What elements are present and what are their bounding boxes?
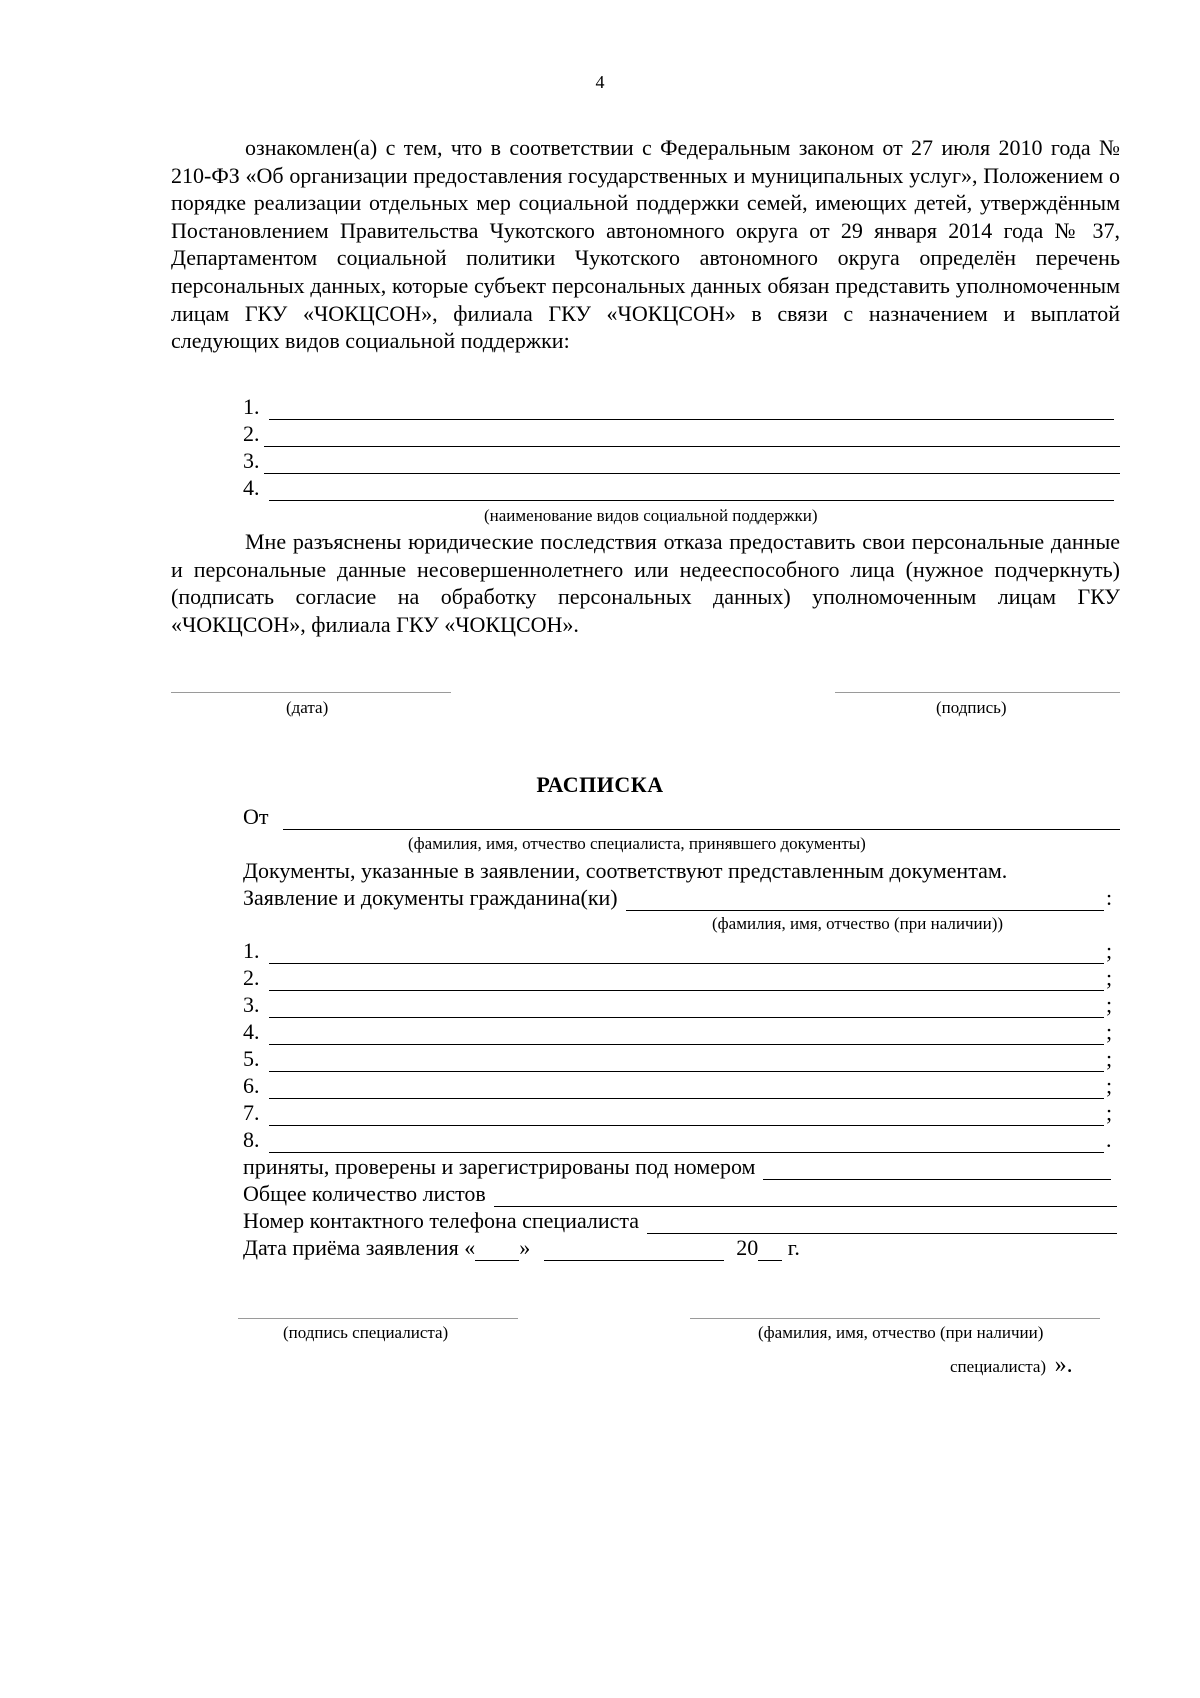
- support-item-line[interactable]: [243, 474, 1114, 501]
- phone-label: Номер контактного телефона специалиста: [243, 1208, 640, 1233]
- date-label-open: Дата приёма заявления «: [243, 1235, 476, 1260]
- doc-item-tail: ;: [1106, 1046, 1113, 1071]
- from-row: [243, 803, 1120, 830]
- doc-item-line[interactable]: [243, 991, 1120, 1018]
- phone-row: [243, 1207, 1117, 1234]
- sheets-label: Общее количество листов: [243, 1181, 486, 1206]
- support-item-number: 3.: [243, 448, 260, 473]
- specialist-name-caption-2: специалиста): [950, 1357, 1047, 1376]
- support-item-number: 2.: [243, 421, 260, 446]
- support-caption: (наименование видов социальной поддержки): [484, 506, 818, 525]
- page-number: 4: [595, 72, 605, 92]
- doc-item-line[interactable]: [243, 1099, 1120, 1126]
- documents-match-text: Документы, указанные в заявлении, соответствуют представленным документам.: [243, 858, 1008, 883]
- doc-item-blank[interactable]: [269, 943, 1104, 964]
- registration-number-blank[interactable]: [763, 1159, 1111, 1180]
- doc-item-line[interactable]: [243, 1018, 1120, 1045]
- from-blank[interactable]: [283, 809, 1120, 830]
- date-caption: (дата): [286, 698, 329, 717]
- closing-line: [950, 1352, 1073, 1379]
- doc-item-number: 7.: [243, 1100, 265, 1125]
- specialist-name-caption: (фамилия, имя, отчество (при наличии): [758, 1323, 1044, 1342]
- closing-gap: [1046, 1357, 1055, 1376]
- doc-item-blank[interactable]: [269, 1105, 1104, 1126]
- doc-item-blank[interactable]: [269, 1024, 1104, 1045]
- month-blank[interactable]: [544, 1240, 724, 1261]
- consent-paragraph: ознакомлен(а) с тем, что в соответствии с Федеральным законом от 27 июля 2010 года № 210-ФЗ «Об организации предоставления государственных и муниципальных услуг», Положением о порядке реализации отдельных мер социальной поддержки семей, имеющих детей, утверждённым Постановлением Правительства Чукотского автономного округа от 29 января 2014 года № 37, Департаментом социальной политики Чукотского автономного округа определён перечень персональных данных, которые субъект персональных данных обязан представить уполномоченным лицам ГКУ «ЧОКЦСОН», филиала ГКУ «ЧОКЦСОН» в связи с назначением и выплатой следующих видов социальной поддержки:: [171, 135, 1120, 354]
- registered-row: [243, 1153, 1111, 1180]
- doc-item-tail: ;: [1106, 1100, 1113, 1125]
- doc-item-tail: ;: [1106, 938, 1113, 963]
- registered-label: приняты, проверены и зарегистрированы под номером: [243, 1154, 756, 1179]
- doc-item-number: 8.: [243, 1127, 265, 1152]
- doc-item-tail: .: [1106, 1127, 1112, 1152]
- from-label: От: [243, 804, 269, 829]
- specialist-name-line[interactable]: [690, 1318, 1100, 1319]
- doc-item-number: 3.: [243, 992, 265, 1017]
- specialist-signature-caption: (подпись специалиста): [283, 1323, 449, 1342]
- doc-item-line[interactable]: [243, 1126, 1120, 1153]
- doc-item-number: 6.: [243, 1073, 265, 1098]
- closing-quote: ».: [1054, 1352, 1073, 1378]
- doc-item-tail: ;: [1106, 992, 1113, 1017]
- doc-item-blank[interactable]: [269, 1078, 1104, 1099]
- signature-caption: (подпись): [936, 698, 1007, 717]
- doc-item-line[interactable]: [243, 964, 1120, 991]
- signature-line[interactable]: [835, 692, 1120, 693]
- support-item-blank[interactable]: [269, 480, 1114, 501]
- sheets-count-blank[interactable]: [494, 1186, 1117, 1207]
- support-item-number: 4.: [243, 475, 265, 500]
- doc-item-blank[interactable]: [269, 1051, 1104, 1072]
- doc-item-number: 5.: [243, 1046, 265, 1071]
- support-item-line[interactable]: [243, 447, 1120, 474]
- support-item-line[interactable]: [243, 420, 1120, 447]
- support-item-line[interactable]: [243, 393, 1114, 420]
- support-item-blank[interactable]: [264, 453, 1121, 474]
- support-item-number: 1.: [243, 394, 265, 419]
- doc-item-tail: ;: [1106, 965, 1113, 990]
- doc-item-tail: ;: [1106, 1019, 1113, 1044]
- day-blank[interactable]: [475, 1240, 519, 1261]
- citizen-label: Заявление и документы гражданина(ки): [243, 885, 618, 910]
- year-blank[interactable]: [758, 1240, 782, 1261]
- citizen-caption: (фамилия, имя, отчество (при наличии)): [712, 914, 1004, 933]
- citizen-colon: :: [1106, 885, 1113, 910]
- sheets-row: [243, 1180, 1117, 1207]
- specialist-signature-line[interactable]: [238, 1318, 518, 1319]
- date-line[interactable]: [171, 692, 451, 693]
- phone-blank[interactable]: [647, 1213, 1117, 1234]
- doc-item-blank[interactable]: [269, 997, 1104, 1018]
- doc-item-number: 4.: [243, 1019, 265, 1044]
- receipt-title: РАСПИСКА: [536, 772, 664, 797]
- doc-item-number: 1.: [243, 938, 265, 963]
- doc-item-number: 2.: [243, 965, 265, 990]
- doc-item-line[interactable]: [243, 1072, 1120, 1099]
- receipt-date-row: [243, 1234, 800, 1261]
- doc-item-blank[interactable]: [269, 1132, 1104, 1153]
- support-item-blank[interactable]: [264, 426, 1121, 447]
- doc-item-line[interactable]: [243, 937, 1120, 964]
- citizen-row: [243, 884, 1120, 911]
- date-year-suffix: г.: [782, 1235, 800, 1260]
- doc-item-line[interactable]: [243, 1045, 1120, 1072]
- date-year-prefix: 20: [736, 1235, 759, 1260]
- citizen-blank[interactable]: [626, 890, 1104, 911]
- doc-item-tail: ;: [1106, 1073, 1113, 1098]
- date-label-close: »: [519, 1235, 531, 1260]
- support-item-blank[interactable]: [269, 399, 1114, 420]
- from-caption: (фамилия, имя, отчество специалиста, принявшего документы): [408, 834, 866, 853]
- consequences-paragraph: Мне разъяснены юридические последствия отказа предоставить свои персональные данные и персональные данные несовершеннолетнего или недееспособного лица (нужное подчеркнуть) (подписать согласие на обработку персональных данных) уполномоченным лицам ГКУ «ЧОКЦСОН», филиала ГКУ «ЧОКЦСОН».: [171, 529, 1120, 637]
- doc-item-blank[interactable]: [269, 970, 1104, 991]
